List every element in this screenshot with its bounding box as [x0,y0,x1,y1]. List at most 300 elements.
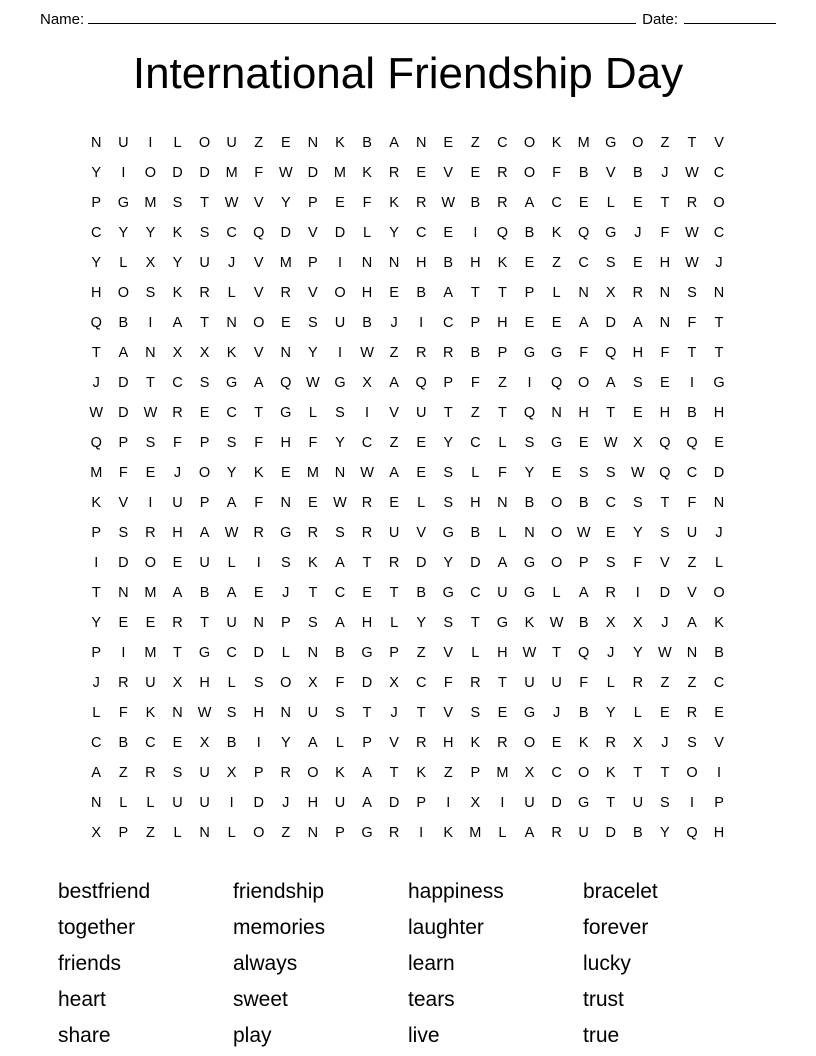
grid-letter[interactable]: Y [280,195,292,212]
grid-letter[interactable]: R [415,735,427,752]
grid-letter[interactable]: R [470,675,482,692]
grid-letter[interactable]: X [199,735,210,752]
grid-letter[interactable]: I [121,165,126,182]
grid-letter[interactable]: R [551,825,563,842]
grid-letter[interactable]: P [524,285,535,302]
grid-letter[interactable]: L [146,795,155,812]
grid-letter[interactable]: G [550,345,563,362]
grid-letter[interactable]: M [333,165,347,182]
word-list-item[interactable]: heart [58,988,106,1012]
grid-letter[interactable]: Y [335,435,346,452]
grid-letter[interactable]: P [497,345,508,362]
grid-letter[interactable]: D [334,225,346,242]
grid-letter[interactable]: R [443,345,454,362]
grid-letter[interactable]: B [632,165,644,182]
grid-letter[interactable]: S [145,285,156,302]
grid-letter[interactable]: O [144,165,157,182]
grid-letter[interactable]: L [227,555,237,572]
grid-letter[interactable]: B [578,495,589,512]
grid-letter[interactable]: U [199,555,211,572]
grid-letter[interactable]: U [524,675,536,692]
grid-letter[interactable]: Q [90,435,103,452]
grid-letter[interactable]: Y [443,555,454,572]
grid-letter[interactable]: T [443,405,454,422]
grid-letter[interactable]: Q [578,225,590,242]
grid-letter[interactable]: B [118,735,129,752]
grid-letter[interactable]: X [470,795,481,812]
grid-letter[interactable]: R [497,195,509,212]
grid-letter[interactable]: T [173,645,183,662]
grid-letter[interactable]: C [578,255,590,272]
grid-letter[interactable]: C [361,435,373,452]
grid-letter[interactable]: U [497,585,509,602]
grid-letter[interactable]: Q [605,345,617,362]
grid-letter[interactable]: K [253,465,265,482]
grid-letter[interactable]: L [308,405,318,422]
grid-letter[interactable]: P [199,435,210,452]
grid-letter[interactable]: W [306,375,321,392]
grid-letter[interactable]: D [659,585,671,602]
grid-letter[interactable]: H [172,525,184,542]
grid-letter[interactable]: Q [523,405,536,422]
grid-letter[interactable]: Y [524,465,535,482]
grid-letter[interactable]: D [172,165,184,182]
grid-letter[interactable]: C [605,495,617,512]
grid-letter[interactable]: N [497,495,509,512]
grid-letter[interactable]: I [94,555,99,572]
grid-letter[interactable]: M [469,825,482,842]
grid-letter[interactable]: J [282,585,290,602]
grid-letter[interactable]: J [661,735,670,752]
grid-letter[interactable]: L [606,195,616,212]
grid-letter[interactable]: R [605,735,617,752]
grid-letter[interactable]: J [228,255,236,272]
grid-letter[interactable]: T [497,675,508,692]
grid-letter[interactable]: G [361,645,374,662]
grid-letter[interactable]: H [713,825,725,842]
grid-letter[interactable]: E [470,165,481,182]
grid-letter[interactable]: D [470,555,482,572]
grid-letter[interactable]: H [578,405,590,422]
grid-letter[interactable]: H [280,435,292,452]
grid-letter[interactable]: A [632,315,644,332]
grid-letter[interactable]: M [90,465,103,482]
grid-letter[interactable]: O [578,375,590,392]
grid-letter[interactable]: C [713,675,725,692]
grid-letter[interactable]: B [524,225,535,242]
grid-letter[interactable]: H [659,405,671,422]
grid-letter[interactable]: S [443,495,454,512]
grid-letter[interactable]: D [280,225,292,242]
grid-letter[interactable]: N [307,135,319,152]
grid-letter[interactable]: R [388,555,400,572]
grid-letter[interactable]: S [524,435,535,452]
grid-letter[interactable]: Y [632,645,644,662]
grid-letter[interactable]: G [361,825,374,842]
grid-letter[interactable]: J [173,465,182,482]
grid-letter[interactable]: Y [91,165,102,182]
grid-letter[interactable]: C [686,465,698,482]
grid-letter[interactable]: K [226,345,237,362]
grid-letter[interactable]: R [280,765,292,782]
grid-letter[interactable]: C [470,585,482,602]
grid-letter[interactable]: P [470,765,481,782]
grid-letter[interactable]: L [173,825,183,842]
grid-letter[interactable]: T [470,615,481,632]
grid-letter[interactable]: N [280,345,292,362]
grid-letter[interactable]: F [118,465,129,482]
grid-letter[interactable]: E [551,465,562,482]
grid-letter[interactable]: K [416,765,427,782]
word-list-item[interactable]: bracelet [583,880,658,904]
grid-letter[interactable]: T [254,405,264,422]
grid-letter[interactable]: K [443,825,454,842]
grid-letter[interactable]: Y [91,615,102,632]
grid-letter[interactable]: A [497,555,508,572]
grid-letter[interactable]: H [497,645,509,662]
grid-letter[interactable]: W [603,435,619,452]
grid-letter[interactable]: D [361,675,373,692]
grid-letter[interactable]: L [471,645,480,662]
grid-letter[interactable]: J [661,615,670,632]
grid-letter[interactable]: Q [686,435,699,452]
grid-letter[interactable]: N [551,405,563,422]
grid-letter[interactable]: T [91,345,102,362]
grid-letter[interactable]: J [282,795,290,812]
grid-letter[interactable]: R [280,285,292,302]
grid-letter[interactable]: S [145,435,156,452]
grid-letter[interactable]: I [256,555,262,572]
grid-letter[interactable]: L [715,555,724,572]
grid-letter[interactable]: V [443,165,454,182]
grid-letter[interactable]: U [307,705,319,722]
grid-letter[interactable]: E [416,465,427,482]
grid-letter[interactable]: X [605,615,617,632]
grid-letter[interactable]: U [388,525,400,542]
grid-letter[interactable]: O [686,765,699,782]
grid-letter[interactable]: Q [578,645,590,662]
grid-letter[interactable]: W [360,465,375,482]
grid-letter[interactable]: Y [605,705,617,722]
grid-letter[interactable]: R [145,525,157,542]
grid-letter[interactable]: K [335,135,346,152]
grid-letter[interactable]: E [280,465,292,482]
word-list-item[interactable]: friends [58,952,122,976]
grid-letter[interactable]: A [362,795,373,812]
grid-letter[interactable]: U [415,405,427,422]
grid-letter[interactable]: C [226,225,238,242]
grid-letter[interactable]: I [689,795,695,812]
grid-letter[interactable]: L [390,615,399,632]
grid-letter[interactable]: D [199,165,211,182]
grid-letter[interactable]: E [714,435,725,452]
grid-letter[interactable]: U [334,795,346,812]
grid-letter[interactable]: R [605,585,617,602]
grid-letter[interactable]: V [605,165,617,182]
grid-letter[interactable]: A [578,585,589,602]
grid-letter[interactable]: L [498,825,507,842]
grid-letter[interactable]: W [278,165,294,182]
grid-letter[interactable]: B [524,495,535,512]
grid-letter[interactable]: Q [253,225,265,242]
grid-letter[interactable]: X [91,825,102,842]
grid-letter[interactable]: C [226,645,238,662]
grid-letter[interactable]: J [607,645,615,662]
grid-letter[interactable]: C [713,165,725,182]
grid-letter[interactable]: S [687,735,698,752]
grid-letter[interactable]: T [308,585,318,602]
grid-letter[interactable]: E [443,135,454,152]
grid-letter[interactable]: C [415,225,427,242]
grid-letter[interactable]: V [253,345,265,362]
grid-letter[interactable]: F [335,675,345,692]
grid-letter[interactable]: E [632,405,644,422]
grid-letter[interactable]: X [389,675,400,692]
grid-letter[interactable]: Q [415,375,428,392]
grid-letter[interactable]: J [92,675,101,692]
grid-letter[interactable]: V [443,705,454,722]
grid-letter[interactable]: M [306,465,320,482]
grid-letter[interactable]: L [471,465,480,482]
grid-letter[interactable]: R [388,165,400,182]
grid-letter[interactable]: E [145,465,156,482]
grid-letter[interactable]: J [715,255,724,272]
grid-letter[interactable]: E [335,195,346,212]
grid-letter[interactable]: V [253,285,265,302]
grid-letter[interactable]: C [91,225,102,242]
grid-letter[interactable]: K [524,615,535,632]
grid-letter[interactable]: F [443,675,454,692]
grid-letter[interactable]: Y [660,825,671,842]
grid-letter[interactable]: Q [659,435,672,452]
grid-letter[interactable]: I [419,315,424,332]
grid-letter[interactable]: V [714,735,725,752]
grid-letter[interactable]: K [470,735,481,752]
grid-letter[interactable]: W [143,405,158,422]
grid-letter[interactable]: J [715,525,724,542]
grid-letter[interactable]: I [229,795,235,812]
grid-letter[interactable]: K [551,135,562,152]
grid-letter[interactable]: N [253,615,265,632]
grid-letter[interactable]: U [226,615,238,632]
grid-letter[interactable]: U [199,765,211,782]
grid-letter[interactable]: G [523,555,536,572]
grid-letter[interactable]: C [172,375,184,392]
grid-letter[interactable]: I [121,645,126,662]
grid-letter[interactable]: A [389,465,400,482]
grid-letter[interactable]: U [226,135,238,152]
grid-letter[interactable]: F [308,435,318,452]
grid-letter[interactable]: L [498,525,507,542]
grid-letter[interactable]: O [550,525,563,542]
grid-letter[interactable]: U [334,315,346,332]
grid-letter[interactable]: N [361,255,373,272]
grid-letter[interactable]: W [522,645,537,662]
grid-letter[interactable]: Z [660,135,670,152]
grid-letter[interactable]: T [606,795,616,812]
grid-letter[interactable]: K [172,225,183,242]
grid-letter[interactable]: D [253,645,265,662]
grid-letter[interactable]: P [253,765,265,782]
grid-letter[interactable]: Z [687,555,697,572]
grid-letter[interactable]: K [91,495,102,512]
grid-letter[interactable]: D [605,315,617,332]
grid-letter[interactable]: R [632,285,644,302]
grid-letter[interactable]: T [633,765,643,782]
grid-letter[interactable]: C [551,195,563,212]
grid-letter[interactable]: D [551,795,563,812]
grid-letter[interactable]: T [552,645,562,662]
grid-letter[interactable]: V [416,525,427,542]
grid-letter[interactable]: D [415,555,427,572]
grid-letter[interactable]: I [337,345,343,362]
grid-letter[interactable]: R [686,195,698,212]
grid-letter[interactable]: P [470,315,481,332]
grid-letter[interactable]: A [524,825,535,842]
grid-letter[interactable]: E [172,735,183,752]
grid-letter[interactable]: A [524,195,535,212]
grid-letter[interactable]: S [335,705,346,722]
grid-letter[interactable]: W [685,255,700,272]
word-list-item[interactable]: always [233,952,298,976]
grid-letter[interactable]: J [634,225,642,242]
grid-letter[interactable]: W [630,465,646,482]
grid-letter[interactable]: A [226,585,237,602]
grid-letter[interactable]: Y [308,345,319,362]
grid-letter[interactable]: E [253,585,265,602]
grid-letter[interactable]: X [632,615,644,632]
grid-letter[interactable]: A [389,135,400,152]
grid-letter[interactable]: E [551,735,562,752]
grid-letter[interactable]: L [552,585,562,602]
grid-letter[interactable]: S [470,705,481,722]
grid-letter[interactable]: T [687,345,697,362]
grid-letter[interactable]: E [416,435,427,452]
grid-letter[interactable]: M [144,645,157,662]
grid-letter[interactable]: D [118,555,130,572]
grid-letter[interactable]: N [280,705,292,722]
grid-letter[interactable]: P [280,615,292,632]
grid-letter[interactable]: X [605,285,617,302]
grid-letter[interactable]: U [199,255,211,272]
grid-letter[interactable]: O [578,765,590,782]
grid-letter[interactable]: N [172,705,184,722]
grid-letter[interactable]: Z [660,675,670,692]
word-list-item[interactable]: bestfriend [58,880,151,904]
grid-letter[interactable]: T [91,585,102,602]
grid-letter[interactable]: K [308,555,319,572]
grid-letter[interactable]: F [633,555,643,572]
grid-letter[interactable]: X [172,345,183,362]
grid-letter[interactable]: T [145,375,156,392]
grid-letter[interactable]: Y [389,225,400,242]
grid-letter[interactable]: L [362,225,372,242]
grid-letter[interactable]: T [200,195,210,212]
grid-letter[interactable]: J [390,705,399,722]
word-list-item[interactable]: memories [233,916,326,940]
grid-letter[interactable]: P [389,645,400,662]
grid-letter[interactable]: R [388,825,400,842]
grid-letter[interactable]: L [227,285,237,302]
grid-letter[interactable]: F [660,225,670,242]
grid-letter[interactable]: S [199,225,210,242]
grid-letter[interactable]: O [198,465,211,482]
grid-letter[interactable]: Z [389,435,400,452]
grid-letter[interactable]: B [335,645,346,662]
grid-letter[interactable]: G [226,375,238,392]
grid-letter[interactable]: S [308,615,319,632]
grid-letter[interactable]: N [686,645,698,662]
grid-letter[interactable]: U [172,795,184,812]
grid-letter[interactable]: T [606,405,616,422]
grid-letter[interactable]: I [635,585,641,602]
grid-letter[interactable]: T [362,555,372,572]
grid-letter[interactable]: F [254,165,264,182]
word-list-item[interactable]: laughter [408,916,484,940]
grid-letter[interactable]: L [633,705,643,722]
grid-letter[interactable]: V [660,555,671,572]
grid-letter[interactable]: C [551,765,563,782]
grid-letter[interactable]: C [334,585,346,602]
grid-letter[interactable]: T [660,495,670,512]
grid-letter[interactable]: M [279,255,293,272]
grid-letter[interactable]: B [470,345,481,362]
grid-letter[interactable]: R [172,405,184,422]
grid-letter[interactable]: Y [91,255,102,272]
grid-letter[interactable]: B [226,735,237,752]
grid-letter[interactable]: E [118,615,129,632]
grid-letter[interactable]: S [308,315,319,332]
grid-letter[interactable]: U [686,525,698,542]
grid-letter[interactable]: O [117,285,130,302]
word-list-item[interactable]: friendship [233,880,325,904]
grid-letter[interactable]: N [307,645,319,662]
grid-letter[interactable]: J [552,705,561,722]
grid-letter[interactable]: V [389,405,400,422]
grid-letter[interactable]: K [389,195,400,212]
word-list-item[interactable]: share [58,1024,111,1048]
grid-letter[interactable]: W [197,705,212,722]
grid-letter[interactable]: I [500,795,505,812]
grid-letter[interactable]: D [713,465,725,482]
grid-letter[interactable]: F [173,435,183,452]
grid-letter[interactable]: P [362,735,373,752]
grid-letter[interactable]: E [416,165,427,182]
grid-letter[interactable]: X [308,675,319,692]
grid-letter[interactable]: E [524,315,535,332]
grid-letter[interactable]: E [605,525,617,542]
grid-letter[interactable]: C [91,735,102,752]
grid-letter[interactable]: I [148,135,153,152]
word-list-item[interactable]: together [58,916,136,940]
grid-letter[interactable]: P [199,495,210,512]
grid-letter[interactable]: D [118,405,130,422]
grid-letter[interactable]: O [334,285,347,302]
grid-letter[interactable]: U [551,675,563,692]
grid-letter[interactable]: L [552,285,562,302]
word-list-item[interactable]: true [583,1024,620,1048]
grid-letter[interactable]: T [200,615,210,632]
grid-letter[interactable]: G [578,795,590,812]
grid-letter[interactable]: U [632,795,644,812]
grid-letter[interactable]: B [578,165,589,182]
grid-letter[interactable]: S [172,195,183,212]
grid-letter[interactable]: N [578,285,590,302]
grid-letter[interactable]: S [172,765,183,782]
grid-letter[interactable]: F [118,705,129,722]
grid-letter[interactable]: E [443,225,454,242]
grid-letter[interactable]: B [470,195,481,212]
